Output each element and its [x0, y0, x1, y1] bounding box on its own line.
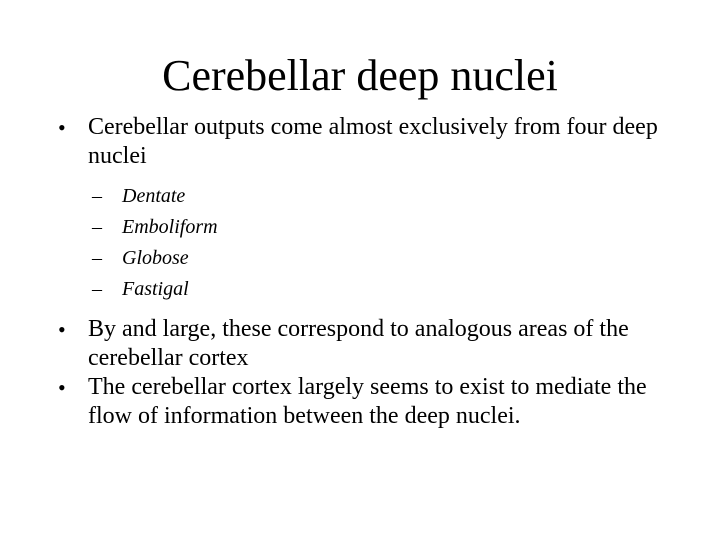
sub-bullet-text: Emboliform — [122, 216, 218, 238]
bullet-icon: • — [58, 375, 66, 400]
bullet-icon: • — [58, 317, 66, 342]
sub-bullet-item — [88, 181, 676, 212]
dash-icon: – — [92, 247, 102, 269]
sub-bullet-list — [88, 181, 676, 305]
sub-bullet-text: Fastigal — [122, 278, 189, 300]
bullet-icon: • — [58, 115, 66, 140]
sub-bullet-item — [88, 243, 676, 274]
bullet-text: Cerebellar outputs come almost exclusively from four deep nuclei — [88, 114, 658, 169]
bullet-text: The cerebellar cortex largely seems to exist to mediate the flow of information between the deep nuclei. — [88, 374, 647, 429]
sub-bullet-text: Globose — [122, 247, 189, 269]
bullet-list — [56, 113, 676, 431]
bullet-item — [56, 373, 676, 431]
sub-bullet-item — [88, 212, 676, 243]
bullet-item — [56, 113, 676, 305]
bullet-text: By and large, these correspond to analogous areas of the cerebellar cortex — [88, 316, 629, 371]
sub-bullet-item — [88, 274, 676, 305]
bullet-item — [56, 315, 676, 373]
slide-title: Cerebellar deep nuclei — [162, 51, 558, 100]
sub-bullet-text: Dentate — [122, 185, 186, 207]
dash-icon: – — [92, 185, 102, 207]
dash-icon: – — [92, 216, 102, 238]
dash-icon: – — [92, 278, 102, 300]
